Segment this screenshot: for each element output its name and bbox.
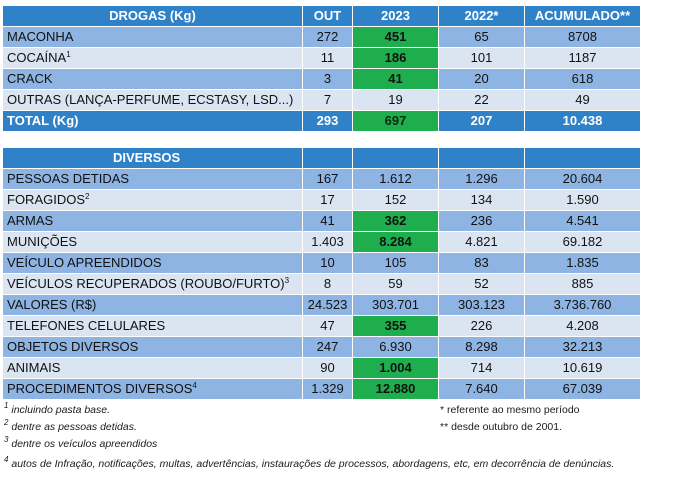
row-label-text: OUTRAS (LANÇA-PERFUME, ECSTASY, LSD...)	[7, 92, 294, 107]
misc-row	[3, 316, 641, 337]
total-label: TOTAL (Kg)	[3, 111, 303, 132]
cell-acc: 3.736.760	[525, 295, 641, 316]
cell-y2023: 355	[353, 316, 439, 337]
row-label-text: VEÍCULOS RECUPERADOS (ROUBO/FURTO)	[7, 276, 285, 291]
misc-row	[3, 253, 641, 274]
misc-header-empty	[525, 148, 641, 169]
drugs-header-label: DROGAS (Kg)	[3, 6, 303, 27]
row-label	[3, 337, 303, 358]
cell-out: 47	[303, 316, 353, 337]
cell-y2022: 236	[439, 211, 525, 232]
footnote-1: $^1$ incluindo pasta base.	[4, 401, 111, 416]
cell-out: 41	[303, 211, 353, 232]
row-label	[3, 190, 303, 211]
row-label	[3, 295, 303, 316]
footnote-ref: 2	[85, 192, 90, 201]
row-label	[3, 316, 303, 337]
cell-acc: 1.835	[525, 253, 641, 274]
cell-y2022: 22	[439, 90, 525, 111]
footnote-3: $^3$ dentre os veículos apreendidos	[4, 435, 158, 450]
row-label	[3, 48, 303, 69]
row-label-text: FORAGIDOS	[7, 192, 86, 207]
cell-y2022: 52	[439, 274, 525, 295]
row-label	[3, 232, 303, 253]
row-label	[3, 169, 303, 190]
cell-y2022: 83	[439, 253, 525, 274]
footnote-2: $^2$ dentre as pessoas detidas.	[4, 418, 137, 433]
cell-y2023: 186	[353, 48, 439, 69]
row-label	[3, 27, 303, 48]
cell-out: 272	[303, 27, 353, 48]
header-2022: 2022*	[439, 6, 525, 27]
row-label-text: VEÍCULO APREENDIDOS	[7, 255, 162, 270]
cell-y2022: 4.821	[439, 232, 525, 253]
cell-y2022: 1.296	[439, 169, 525, 190]
misc-header-empty	[303, 148, 353, 169]
row-label-text: VALORES (R$)	[7, 297, 97, 312]
cell-y2023: 105	[353, 253, 439, 274]
row-label-text: COCAÍNA	[7, 50, 67, 65]
misc-header-row	[3, 148, 641, 169]
cell-acc: 1187	[525, 48, 641, 69]
cell-y2022: 101	[439, 48, 525, 69]
cell-acc: 32.213	[525, 337, 641, 358]
cell-out: 7	[303, 90, 353, 111]
cell-y2023: 41	[353, 69, 439, 90]
misc-row	[3, 379, 641, 400]
cell-y2022: 7.640	[439, 379, 525, 400]
cell-out: 10	[303, 253, 353, 274]
row-label-text: MUNIÇÕES	[7, 234, 78, 249]
cell-y2023: 8.284	[353, 232, 439, 253]
cell-y2023: 303.701	[353, 295, 439, 316]
drugs-row	[3, 69, 641, 90]
cell-acc: 67.039	[525, 379, 641, 400]
cell-acc: 10.619	[525, 358, 641, 379]
drugs-row	[3, 90, 641, 111]
cell-y2023: 1.612	[353, 169, 439, 190]
cell-y2023: 12.880	[353, 379, 439, 400]
note-star-2: ** desde outubro de 2001.	[440, 421, 563, 433]
cell-y2023: 59	[353, 274, 439, 295]
total-y2022: 207	[439, 111, 525, 132]
drugs-header-row	[3, 6, 641, 27]
row-label	[3, 69, 303, 90]
row-label-text: OBJETOS DIVERSOS	[7, 339, 139, 354]
misc-row	[3, 232, 641, 253]
misc-row	[3, 295, 641, 316]
footnote-ref: 3	[284, 276, 290, 285]
misc-title: DIVERSOS	[3, 148, 303, 169]
total-out: 293	[303, 111, 353, 132]
cell-acc: 8708	[525, 27, 641, 48]
cell-acc: 69.182	[525, 232, 641, 253]
cell-acc: 49	[525, 90, 641, 111]
row-label	[3, 358, 303, 379]
misc-row	[3, 211, 641, 232]
cell-acc: 4.208	[525, 316, 641, 337]
row-label	[3, 90, 303, 111]
cell-y2022: 714	[439, 358, 525, 379]
misc-row	[3, 274, 641, 295]
row-label	[3, 274, 303, 295]
row-label-text: ANIMAIS	[7, 360, 61, 375]
cell-y2023: 451	[353, 27, 439, 48]
misc-row	[3, 358, 641, 379]
cell-acc: 618	[525, 69, 641, 90]
total-row	[3, 111, 641, 132]
note-star-1: * referente ao mesmo período	[440, 404, 580, 416]
footnote-ref: 1	[66, 50, 71, 59]
misc-row	[3, 337, 641, 358]
cell-acc: 1.590	[525, 190, 641, 211]
row-label	[3, 253, 303, 274]
row-label-text: MACONHA	[7, 29, 74, 44]
misc-header-empty	[353, 148, 439, 169]
cell-y2023: 152	[353, 190, 439, 211]
row-label-text: PESSOAS DETIDAS	[7, 171, 130, 186]
misc-row	[3, 169, 641, 190]
row-label-text: PROCEDIMENTOS DIVERSOS	[7, 381, 193, 396]
row-label	[3, 379, 303, 400]
cell-y2022: 303.123	[439, 295, 525, 316]
cell-out: 24.523	[303, 295, 353, 316]
cell-out: 1.403	[303, 232, 353, 253]
cell-y2022: 20	[439, 69, 525, 90]
cell-out: 247	[303, 337, 353, 358]
row-label	[3, 211, 303, 232]
header-2023: 2023	[353, 6, 439, 27]
header-out: OUT	[303, 6, 353, 27]
cell-out: 17	[303, 190, 353, 211]
cell-out: 167	[303, 169, 353, 190]
cell-y2023: 6.930	[353, 337, 439, 358]
drugs-row	[3, 48, 641, 69]
row-label-text: CRACK	[7, 71, 53, 86]
cell-out: 3	[303, 69, 353, 90]
row-label-text: TELEFONES CELULARES	[7, 318, 166, 333]
cell-acc: 4.541	[525, 211, 641, 232]
cell-out: 1.329	[303, 379, 353, 400]
cell-out: 8	[303, 274, 353, 295]
total-acc: 10.438	[525, 111, 641, 132]
cell-y2022: 134	[439, 190, 525, 211]
cell-y2022: 226	[439, 316, 525, 337]
cell-y2022: 65	[439, 27, 525, 48]
footnote-4: $^4$ autos de Infração, notificações, multas, advertências, instaurações de processos, abordagens, etc, em decorrência de denúncias.	[4, 455, 615, 470]
cell-out: 90	[303, 358, 353, 379]
drugs-table	[2, 5, 641, 132]
footnote-ref: 4	[192, 381, 197, 390]
drugs-row	[3, 27, 641, 48]
cell-y2022: 8.298	[439, 337, 525, 358]
total-y2023: 697	[353, 111, 439, 132]
misc-row	[3, 190, 641, 211]
cell-acc: 885	[525, 274, 641, 295]
cell-acc: 20.604	[525, 169, 641, 190]
cell-out: 11	[303, 48, 353, 69]
header-accumulated: ACUMULADO**	[525, 6, 641, 27]
misc-table	[2, 147, 641, 400]
cell-y2023: 362	[353, 211, 439, 232]
cell-y2023: 19	[353, 90, 439, 111]
row-label-text: ARMAS	[7, 213, 54, 228]
cell-y2023: 1.004	[353, 358, 439, 379]
misc-header-empty	[439, 148, 525, 169]
